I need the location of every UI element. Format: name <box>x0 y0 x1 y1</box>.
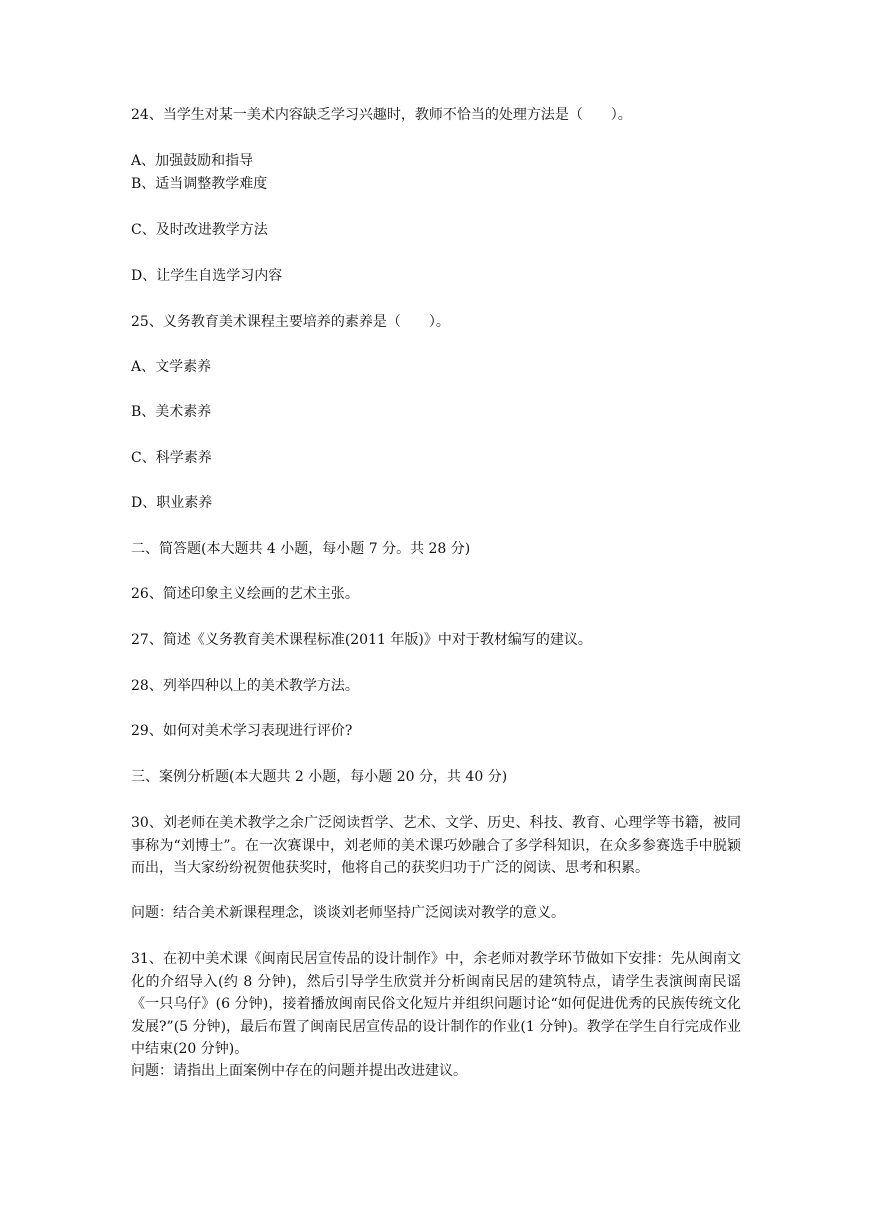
question-24-stem: 24、当学生对某一美术内容缺乏学习兴趣时，教师不恰当的处理方法是（ ）。 <box>131 107 632 123</box>
question-26: 26、简述印象主义绘画的艺术主张。 <box>131 586 359 602</box>
question-25-stem: 25、义务教育美术课程主要培养的素养是（ ）。 <box>131 314 450 330</box>
question-25-option-c: C、科学素养 <box>131 450 212 466</box>
question-28: 28、列举四种以上的美术教学方法。 <box>131 678 359 694</box>
question-30-prompt: 问题：结合美术新课程理念，谈谈刘老师坚持广泛阅读对教学的意义。 <box>131 905 565 921</box>
question-25-option-b: B、美术素养 <box>131 404 212 420</box>
question-24-option-a: A、加强鼓励和指导 <box>131 153 254 169</box>
question-24-option-c: C、及时改进教学方法 <box>131 222 268 238</box>
question-31-prompt: 问题：请指出上面案例中存在的问题并提出改进建议。 <box>131 1063 467 1079</box>
question-30-body: 30、刘老师在美术教学之余广泛阅读哲学、艺术、文学、历史、科技、教育、心理学等书籍，被同事称为“刘博士”。在一次赛课中，刘老师的美术课巧妙融合了多学科知识，在众多参赛选手中脱颖而出，当大家纷纷祝贺他获奖时，他将自己的获奖归功于广泛的阅读、思考和积累。 <box>131 815 741 876</box>
question-29: 29、如何对美术学习表现进行评价? <box>131 723 353 739</box>
question-31-body: 31、在初中美术课《闽南民居宣传品的设计制作》中，余老师对教学环节做如下安排：先从闽南文化的介绍导入(约 8 分钟)，然后引导学生欣赏并分析闽南民居的建筑特点，请学生表演闽南民谣《一只乌仔》(6 分钟)，接着播放闽南民俗文化短片并组织问题讨论“如何促进优秀的民族传统文化发展?”(5 分钟)，最后布置了闽南民居宣传品的设计制作的作业(1 分钟)。教学在学生自行完成作业中结束(20 分钟)。 <box>131 951 741 1057</box>
section-2-heading: 二、简答题(本大题共 4 小题，每小题 7 分。共 28 分) <box>131 541 471 557</box>
question-25-option-d: D、职业素养 <box>131 495 213 511</box>
question-25-option-a: A、文学素养 <box>131 359 212 375</box>
question-24-option-b: B、适当调整教学难度 <box>131 176 268 192</box>
question-24-option-d: D、让学生自选学习内容 <box>131 268 283 284</box>
question-27: 27、简述《义务教育美术课程标准(2011 年版)》中对于教材编写的建议。 <box>131 632 592 648</box>
section-3-heading: 三、案例分析题(本大题共 2 小题，每小题 20 分，共 40 分) <box>131 769 508 785</box>
